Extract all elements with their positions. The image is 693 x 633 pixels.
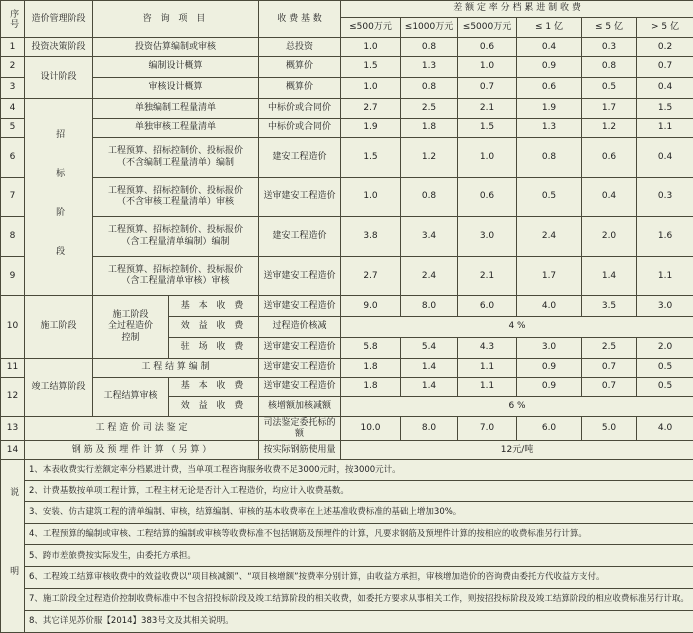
- note-row: [1, 589, 693, 611]
- rate-cell: 6 %: [341, 397, 693, 417]
- tier-header: ≤ 1 亿: [517, 17, 582, 38]
- stage-header: 造价管理阶段: [25, 1, 93, 38]
- rate-cell: 0.5: [582, 77, 637, 98]
- row-number: 3: [1, 77, 25, 98]
- rate-cell: 0.7: [637, 57, 693, 78]
- row-number: 6: [1, 138, 25, 178]
- item-cell: 基 本 收 费: [169, 296, 259, 317]
- rate-cell: 1.0: [458, 57, 517, 78]
- base-cell: 中标价或合同价: [259, 118, 341, 138]
- note-row: [1, 460, 693, 481]
- rate-cell: 1.8: [401, 118, 458, 138]
- item-line: 工程预算、招标控制价、投标报价: [108, 185, 244, 196]
- rate-cell: 1.1: [637, 118, 693, 138]
- note-item: 2、计费基数按单项工程计算，工程主材无论是否计入工程造价，均应计入收费基数。: [25, 481, 693, 502]
- base-cell: 核增额加核减额: [259, 397, 341, 417]
- table-row: [1, 38, 693, 57]
- rate-cell: 10.0: [341, 417, 401, 441]
- item-line: （含工程量清单审核）审核: [121, 276, 230, 287]
- base-cell: 送审建安工程造价: [259, 296, 341, 317]
- table-row: [1, 217, 693, 257]
- item-line: 工程预算、招标控制价、投标报价: [108, 146, 244, 157]
- item-cell: 钢 筋 及 预 埋 件 计 算 （ 另 算 ）: [25, 441, 259, 460]
- note-item: 8、其它详见苏价服【2014】383号文及其相关说明。: [25, 611, 693, 633]
- sub-item-cell: [93, 296, 169, 358]
- seq-header: 序号: [1, 1, 25, 38]
- table-row: [1, 256, 693, 296]
- rate-cell: 0.4: [637, 138, 693, 178]
- item-cell: 工 程 结 算 编 制: [93, 358, 259, 377]
- item-line: （含工程量清单编制）编制: [121, 236, 230, 247]
- base-cell: 建安工程造价: [259, 217, 341, 257]
- table-row: [1, 118, 693, 138]
- rate-cell: 0.9: [517, 57, 582, 78]
- base-cell: 送审建安工程造价: [259, 358, 341, 377]
- rate-title: 差 额 定 率 分 档 累 进 制 收 费: [341, 1, 693, 18]
- rate-cell: 1.0: [341, 77, 401, 98]
- item-line: 工程预算、招标控制价、投标报价: [108, 225, 244, 236]
- note-row: [1, 545, 693, 567]
- item-cell: 工 程 造 价 司 法 鉴 定: [25, 417, 259, 441]
- rate-cell: 1.5: [637, 98, 693, 118]
- rate-cell: 2.4: [517, 217, 582, 257]
- rate-cell: 2.5: [401, 98, 458, 118]
- rate-cell: 3.8: [341, 217, 401, 257]
- row-number: 2: [1, 57, 25, 78]
- stage-cell: 招 标 阶 段: [25, 98, 93, 296]
- rate-cell: 1.9: [341, 118, 401, 138]
- rate-cell: 5.4: [401, 338, 458, 359]
- rate-cell: 1.5: [341, 138, 401, 178]
- note-item: 6、工程竣工结算审核收费中的效益收费以“项目核减额”、“项目核增额”按费率分别计算，由收益方承担，审核增加造价的咨询费由委托方代收益方支付。: [25, 567, 693, 589]
- rate-cell: 0.8: [517, 138, 582, 178]
- rate-cell: 1.9: [517, 98, 582, 118]
- row-number: 1: [1, 38, 25, 57]
- table-row: [1, 377, 693, 397]
- rate-cell: 0.4: [517, 38, 582, 57]
- item-cell: 驻 场 收 费: [169, 338, 259, 359]
- item-cell: 基 本 收 费: [169, 377, 259, 397]
- note-item: 5、跨市差旅费按实际发生，由委托方承担。: [25, 545, 693, 567]
- rate-cell: 0.8: [401, 38, 458, 57]
- item-cell: 编制设计概算: [93, 57, 259, 78]
- base-cell: 送审建安工程造价: [259, 177, 341, 217]
- base-cell: 过程造价核减: [259, 317, 341, 338]
- rate-cell: 1.2: [582, 118, 637, 138]
- rate-cell: 3.0: [458, 217, 517, 257]
- rate-cell: 0.9: [517, 358, 582, 377]
- rate-cell: 8.0: [401, 417, 458, 441]
- rate-cell: 1.8: [341, 377, 401, 397]
- row-number: 9: [1, 256, 25, 296]
- note-row: [1, 481, 693, 502]
- rate-cell: 0.4: [637, 77, 693, 98]
- table-row: [1, 138, 693, 178]
- note-item: 3、安装、仿古建筑工程的清单编制、审核，结算编制、审核的基本收费率在上述基准收费标准的基础上增加30%。: [25, 501, 693, 523]
- base-cell: 送审建安工程造价: [259, 256, 341, 296]
- rate-cell: 2.1: [458, 256, 517, 296]
- table-row: [1, 57, 693, 78]
- base-cell: 概算价: [259, 57, 341, 78]
- row-number: 14: [1, 441, 25, 460]
- note-row: [1, 567, 693, 589]
- rate-cell: 1.2: [401, 138, 458, 178]
- rate-cell: 9.0: [341, 296, 401, 317]
- item-line: （不含编制工程量清单）编制: [117, 157, 235, 168]
- sub-line: 控制: [121, 332, 140, 343]
- rate-cell: 1.0: [458, 138, 517, 178]
- rate-cell: 1.1: [637, 256, 693, 296]
- table-row: [1, 358, 693, 377]
- note-item: 7、施工阶段全过程造价控制收费标准中不包含招投标阶段及竣工结算阶段的相关收费，如委托方要求从事相关工作，则按招投标阶段及竣工结算阶段的相应收费标准另行计取。: [25, 589, 693, 611]
- note-item: 4、工程预算的编制或审核、工程结算的编制或审核等收费标准不包括钢筋及预埋件的计算，凡要求钢筋及预埋件计算的按相应的收费标准另行计算。: [25, 523, 693, 545]
- base-cell: 送审建安工程造价: [259, 377, 341, 397]
- rate-cell: 0.2: [637, 38, 693, 57]
- item-cell: 效 益 收 费: [169, 317, 259, 338]
- base-cell: 建安工程造价: [259, 138, 341, 178]
- rate-cell: 1.5: [341, 57, 401, 78]
- item-cell: [93, 256, 259, 296]
- rate-cell: 1.4: [401, 377, 458, 397]
- rate-cell: 1.8: [341, 358, 401, 377]
- rate-cell: 2.7: [341, 98, 401, 118]
- rate-cell: 0.7: [582, 377, 637, 397]
- tier-header: ≤ 5 亿: [582, 17, 637, 38]
- rate-cell: 1.0: [341, 177, 401, 217]
- base-header: 收 费 基 数: [259, 1, 341, 38]
- base-cell: 中标价或合同价: [259, 98, 341, 118]
- rate-cell: 0.5: [637, 358, 693, 377]
- rate-cell: 3.4: [401, 217, 458, 257]
- stage-cell: 竣工结算阶段: [25, 358, 93, 416]
- note-row: [1, 523, 693, 545]
- table-row: [1, 77, 693, 98]
- rate-cell: 1.6: [637, 217, 693, 257]
- note-row: [1, 611, 693, 633]
- rate-cell: 0.7: [582, 358, 637, 377]
- rate-cell: 0.8: [582, 57, 637, 78]
- item-cell: 审核设计概算: [93, 77, 259, 98]
- rate-cell: 0.8: [401, 77, 458, 98]
- rate-cell: 5.0: [582, 417, 637, 441]
- stage-cell: 投资决策阶段: [25, 38, 93, 57]
- row-number: 8: [1, 217, 25, 257]
- sub-line: 全过程造价: [107, 321, 153, 332]
- item-cell: [93, 217, 259, 257]
- table-row: [1, 98, 693, 118]
- item-line: （不含审核工程量清单）审核: [117, 197, 235, 208]
- rate-cell: 6.0: [517, 417, 582, 441]
- sub-item-cell: 工程结算审核: [93, 377, 169, 417]
- item-cell: 单独编制工程量清单: [93, 98, 259, 118]
- base-cell: 概算价: [259, 77, 341, 98]
- rate-cell: 7.0: [458, 417, 517, 441]
- rate-cell: 3.5: [582, 296, 637, 317]
- rate-cell: 1.0: [341, 38, 401, 57]
- base-cell: 总投资: [259, 38, 341, 57]
- rate-cell: 12元/吨: [341, 441, 693, 460]
- notes-label: 说 明: [1, 460, 25, 633]
- table-row: [1, 441, 693, 460]
- row-number: 11: [1, 358, 25, 377]
- rate-cell: 0.8: [401, 177, 458, 217]
- rate-cell: 6.0: [458, 296, 517, 317]
- rate-cell: 4.0: [517, 296, 582, 317]
- rate-cell: 4 %: [341, 317, 693, 338]
- rate-cell: 5.8: [341, 338, 401, 359]
- row-number: 13: [1, 417, 25, 441]
- rate-cell: 1.1: [458, 377, 517, 397]
- row-number: 12: [1, 377, 25, 417]
- item-cell: 单独审核工程量清单: [93, 118, 259, 138]
- base-cell: 司法鉴定委托标的额: [259, 417, 341, 441]
- rate-cell: 2.4: [401, 256, 458, 296]
- rate-cell: 0.6: [458, 177, 517, 217]
- rate-cell: 0.6: [517, 77, 582, 98]
- rate-cell: 0.4: [582, 177, 637, 217]
- rate-cell: 3.0: [517, 338, 582, 359]
- stage-cell: 设计阶段: [25, 57, 93, 99]
- rate-cell: 1.5: [458, 118, 517, 138]
- tier-header: ≤500万元: [341, 17, 401, 38]
- rate-cell: 0.3: [637, 177, 693, 217]
- rate-cell: 1.7: [517, 256, 582, 296]
- rate-cell: 2.0: [582, 217, 637, 257]
- rate-cell: 1.4: [582, 256, 637, 296]
- table-row: [1, 296, 693, 317]
- stage-cell: 施工阶段: [25, 296, 93, 358]
- rate-cell: 3.0: [637, 296, 693, 317]
- rate-cell: 0.5: [637, 377, 693, 397]
- table-row: [1, 177, 693, 217]
- rate-cell: 0.6: [458, 38, 517, 57]
- rate-cell: 1.4: [401, 358, 458, 377]
- row-number: 4: [1, 98, 25, 118]
- rate-cell: 2.5: [582, 338, 637, 359]
- base-cell: 按实际钢筋使用量: [259, 441, 341, 460]
- rate-cell: 1.7: [582, 98, 637, 118]
- rate-cell: 8.0: [401, 296, 458, 317]
- item-cell: 投资估算编制或审核: [93, 38, 259, 57]
- rate-cell: 2.0: [637, 338, 693, 359]
- rate-cell: 0.5: [517, 177, 582, 217]
- rate-cell: 0.3: [582, 38, 637, 57]
- rate-cell: 0.7: [458, 77, 517, 98]
- note-row: [1, 501, 693, 523]
- base-cell: 送审建安工程造价: [259, 338, 341, 359]
- rate-cell: 1.3: [517, 118, 582, 138]
- row-number: 7: [1, 177, 25, 217]
- table-row: [1, 417, 693, 441]
- item-line: 工程预算、招标控制价、投标报价: [108, 264, 244, 275]
- rate-cell: 1.3: [401, 57, 458, 78]
- item-cell: [93, 138, 259, 178]
- rate-cell: 4.3: [458, 338, 517, 359]
- tier-header: ≤5000万元: [458, 17, 517, 38]
- rate-cell: 2.7: [341, 256, 401, 296]
- sub-line: 施工阶段: [112, 310, 149, 321]
- rate-cell: 1.1: [458, 358, 517, 377]
- row-number: 5: [1, 118, 25, 138]
- item-header: 咨 询 项 目: [93, 1, 259, 38]
- rate-cell: 2.1: [458, 98, 517, 118]
- rate-cell: 0.9: [517, 377, 582, 397]
- rate-cell: 4.0: [637, 417, 693, 441]
- row-number: 10: [1, 296, 25, 358]
- rate-cell: 0.6: [582, 138, 637, 178]
- note-item: 1、本表收费实行差额定率分档累进计费，当单项工程咨询服务收费不足3000元时，按3000元计。: [25, 460, 693, 481]
- item-cell: 效 益 收 费: [169, 397, 259, 417]
- item-cell: [93, 177, 259, 217]
- tier-header: > 5 亿: [637, 17, 693, 38]
- tier-header: ≤1000万元: [401, 17, 458, 38]
